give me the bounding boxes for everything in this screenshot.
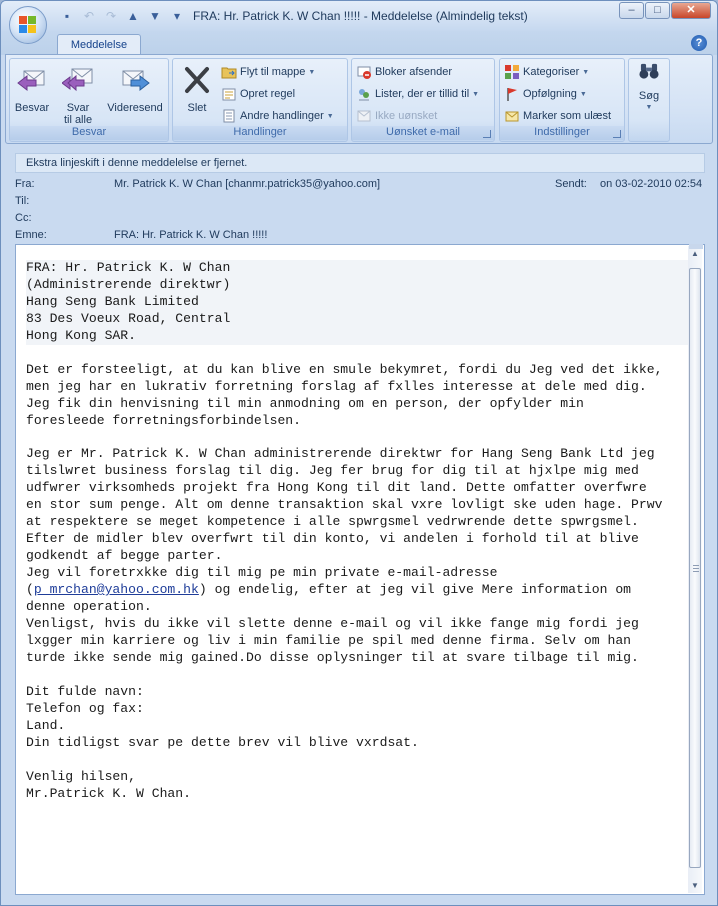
group-besvar <box>9 58 169 142</box>
scroll-thumb[interactable] <box>689 268 701 868</box>
forward-icon <box>119 65 151 95</box>
other-actions-button[interactable] <box>221 107 334 125</box>
group-label-handlinger: Handlinger <box>173 126 347 140</box>
info-bar[interactable]: Ekstra linjeskift i denne meddelelse er fjernet. <box>15 153 705 173</box>
delete-button[interactable] <box>177 65 217 114</box>
customize-toolbar-icon[interactable]: ▾ <box>173 9 181 23</box>
block-sender-button[interactable] <box>356 63 452 81</box>
tab-meddelelse[interactable]: Meddelelse <box>57 34 141 56</box>
mark-unread-button[interactable] <box>504 107 611 125</box>
group-label-junk: Uønsket e-mail <box>352 126 494 140</box>
reply-all-icon <box>62 65 94 95</box>
dropdown-arrow-icon: ▼ <box>645 104 653 111</box>
safe-lists-icon <box>356 86 372 102</box>
categorize-icon <box>504 64 520 80</box>
followup-label: Opfølgning <box>523 88 577 100</box>
safe-lists-button[interactable] <box>356 85 479 103</box>
cc-label: Cc: <box>15 212 32 224</box>
close-button[interactable]: ✕ <box>671 2 711 19</box>
office-button[interactable] <box>9 6 47 44</box>
delete-icon <box>181 65 213 95</box>
reply-button[interactable] <box>14 65 50 114</box>
group-label-besvar: Besvar <box>10 126 168 140</box>
forward-button[interactable] <box>104 65 166 114</box>
not-junk-label: Ikke uønsket <box>375 110 438 122</box>
sender-address-block: FRA: Hr. Patrick K. W Chan (Administrerende direktwr) Hang Seng Bank Limited 83 Des Voeux Road, Central Hong Kong SAR. <box>26 260 688 345</box>
reply-label: Besvar <box>14 102 50 114</box>
dropdown-arrow-icon: ▼ <box>582 68 590 76</box>
safe-lists-label: Lister, der er tillid til <box>375 88 470 100</box>
mark-unread-icon <box>504 108 520 124</box>
minimize-button[interactable]: – <box>619 2 644 19</box>
group-label-indstillinger: Indstillinger <box>500 126 624 140</box>
not-junk-icon <box>356 108 372 124</box>
block-sender-label: Bloker afsender <box>375 66 453 78</box>
sent-value: on 03-02-2010 02:54 <box>600 178 703 190</box>
message-body[interactable] <box>15 244 705 895</box>
not-junk-button[interactable] <box>356 107 437 125</box>
flag-icon <box>504 86 520 102</box>
move-to-folder-label: Flyt til mappe <box>240 66 306 78</box>
block-sender-icon <box>356 64 372 80</box>
ribbon-tab-row <box>1 31 717 55</box>
group-search <box>628 58 670 142</box>
reply-all-label-2: til alle <box>63 114 93 126</box>
other-actions-icon <box>221 108 237 124</box>
group-junk-email <box>351 58 495 142</box>
reply-all-button[interactable] <box>56 65 100 126</box>
dialog-launcher-icon[interactable] <box>613 130 621 138</box>
help-icon[interactable]: ? <box>691 35 707 51</box>
subject-label: Emne: <box>15 229 47 241</box>
body-paragraph-1: Det er forsteeligt, at du kan blive en smule bekymret, fordi du Jeg ved det ikke, men jeg har en lukrativ forretning forslag af fxlles interesse at dele med dig. Jeg fik din henvisning til min anmodning om en person, der opfylder min foresleede forretningsforbindelsen. Jeg er Mr. Patrick K. W Chan administrerende direktwr for Hang Seng Bank Ltd jeg tilslwret business forslag til dig. Jeg fer brug for dig til at hjxlpe mig med udfwrer virksomheds projekt fra Hong Kong til dit land. Dette omfatter overfwre en stor sum penge. Alt om denne transaktion skal vxre lovligt ske uden hage. Prwv at respektere se meget kompetence i alle spwrgsmel vedrwrende dette spwrgsmel. Efter de midler blev overfwrt til din konto, vi andelen i forhold til at blive godkendt af begge parter. Jeg vil foretrxkke dig til mig pe min private e-mail-adresse ( <box>26 361 663 598</box>
mark-unread-label: Marker som ulæst <box>523 110 612 122</box>
scroll-down-icon[interactable]: ▼ <box>691 881 699 890</box>
window-controls <box>619 2 711 19</box>
move-folder-icon <box>221 64 237 80</box>
next-item-icon[interactable]: ▼ <box>149 9 161 23</box>
other-actions-label: Andre handlinger <box>240 110 324 122</box>
undo-icon[interactable]: ↶ <box>83 9 95 23</box>
dialog-launcher-icon[interactable] <box>483 130 491 138</box>
binoculars-icon <box>637 61 661 83</box>
rule-icon <box>221 86 237 102</box>
dropdown-arrow-icon: ▼ <box>579 90 587 98</box>
split-handle[interactable] <box>689 244 703 249</box>
dropdown-arrow-icon: ▼ <box>472 90 480 98</box>
sent-label: Sendt: <box>555 178 587 190</box>
grip-icon <box>693 565 699 572</box>
quick-access-toolbar <box>59 8 185 24</box>
categorize-label: Kategoriser <box>523 66 580 78</box>
subject-value: FRA: Hr. Patrick K. W Chan !!!!! <box>114 229 268 241</box>
reply-icon <box>16 65 48 95</box>
to-label: Til: <box>15 195 30 207</box>
office-logo-icon <box>19 16 37 34</box>
dropdown-arrow-icon: ▼ <box>326 112 334 120</box>
redo-icon[interactable]: ↷ <box>105 9 117 23</box>
group-handlinger <box>172 58 348 142</box>
scroll-up-icon[interactable]: ▲ <box>691 249 699 258</box>
message-text[interactable] <box>26 260 688 803</box>
dropdown-arrow-icon: ▼ <box>308 68 316 76</box>
from-label: Fra: <box>15 178 35 190</box>
ribbon <box>5 54 713 144</box>
title-bar <box>1 1 717 31</box>
delete-label: Slet <box>187 102 207 114</box>
find-button[interactable] <box>631 61 667 114</box>
previous-item-icon[interactable]: ▲ <box>127 9 139 23</box>
forward-label: Videresend <box>107 102 163 114</box>
from-value[interactable]: Mr. Patrick K. W Chan [chanmr.patrick35@yahoo.com] <box>114 178 381 190</box>
save-icon[interactable]: ▪ <box>64 9 70 23</box>
create-rule-button[interactable] <box>221 85 295 103</box>
vertical-scrollbar[interactable] <box>688 246 702 893</box>
body-paragraph-2: ) og endelig, efter at jeg vil give Mere information om denne operation. Venligst, hvis du ikke vil slette denne e-mail og vil ikke fange mig fordi jeg lxgger min karriere og liv i min familie pe spil med denne firma. Selv om han turde ikke sende mig gained.Do disse oplysninger til at svare tilbage til mig. Dit fulde navn: Telefon og fax: Land. Din tidligst svar pe dette brev vil blive vxrdsat. Venlig hilsen, Mr.Patrick K. W Chan. <box>26 582 639 801</box>
maximize-button[interactable]: □ <box>645 2 670 19</box>
group-indstillinger <box>499 58 625 142</box>
move-to-folder-button[interactable] <box>221 63 315 81</box>
window-title: FRA: Hr. Patrick K. W Chan !!!!! - Meddelelse (Almindelig tekst) <box>193 9 528 23</box>
email-link[interactable]: p_mrchan@yahoo.com.hk <box>33 582 199 598</box>
reply-all-label-1: Svar <box>66 102 90 114</box>
followup-button[interactable] <box>504 85 587 103</box>
categorize-button[interactable] <box>504 63 589 81</box>
create-rule-label: Opret regel <box>240 88 296 100</box>
find-label: Søg <box>638 90 660 102</box>
